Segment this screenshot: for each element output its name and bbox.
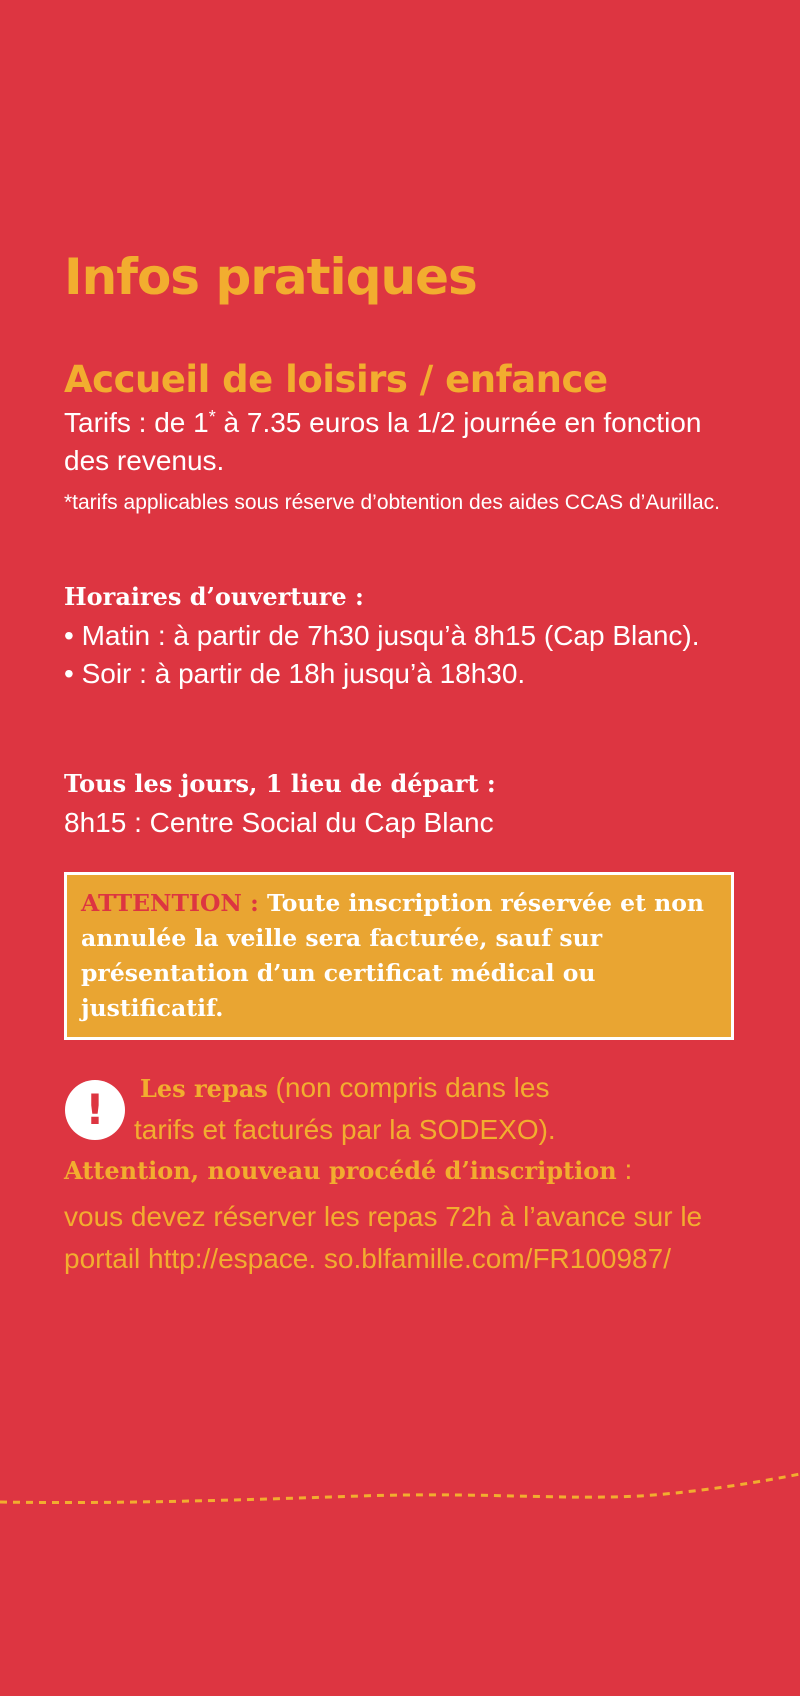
inscription-title	[64, 1154, 632, 1186]
attention-text: Toute inscription réservée et non annulée la veille sera facturée, sauf sur présentation d’un certificat médical ou justificatif.	[81, 889, 704, 1022]
horaires-item-soir: • Soir : à partir de 18h jusqu’à 18h30.	[64, 658, 526, 689]
tarifs-prefix: Tarifs : de 1	[64, 407, 209, 438]
tarifs-note: *tarifs applicables sous réserve d’obtention des aides CCAS d’Aurillac.	[64, 491, 721, 514]
depart-text: 8h15 : Centre Social du Cap Blanc	[64, 807, 494, 838]
repas-line1	[140, 1069, 740, 1108]
tarifs-text	[64, 404, 754, 480]
tarifs-star: *	[208, 407, 216, 427]
inscription-colon: :	[616, 1154, 633, 1185]
inscription-title-text: Attention, nouveau procédé d’inscription	[64, 1156, 617, 1185]
attention-box	[64, 872, 734, 1040]
decorative-wave	[0, 1460, 800, 1520]
page-title: Infos pratiques	[64, 248, 477, 306]
depart-title: Tous les jours, 1 lieu de départ :	[64, 769, 496, 798]
inscription-text: vous devez réserver les repas 72h à l’avance sur le portail http://espace. so.blfamille.com/FR100987/	[64, 1201, 703, 1274]
tarifs-suffix: à 7.35 euros la 1/2 journée en fonction des revenus.	[64, 407, 702, 476]
attention-label: ATTENTION :	[81, 889, 259, 917]
attention-paragraph	[81, 886, 717, 1026]
repas-label: Les repas	[140, 1074, 268, 1103]
horaires-title: Horaires d’ouverture :	[64, 582, 364, 611]
repas-line2: tarifs et facturés par la SODEXO).	[134, 1114, 556, 1145]
horaires-item-matin: • Matin : à partir de 7h30 jusqu’à 8h15 (Cap Blanc).	[64, 620, 700, 651]
section-subtitle: Accueil de loisirs / enfance	[64, 358, 608, 401]
exclamation-icon: !	[65, 1080, 125, 1140]
repas-line1-text: (non compris dans les	[267, 1072, 550, 1103]
horaires-list	[64, 617, 754, 693]
